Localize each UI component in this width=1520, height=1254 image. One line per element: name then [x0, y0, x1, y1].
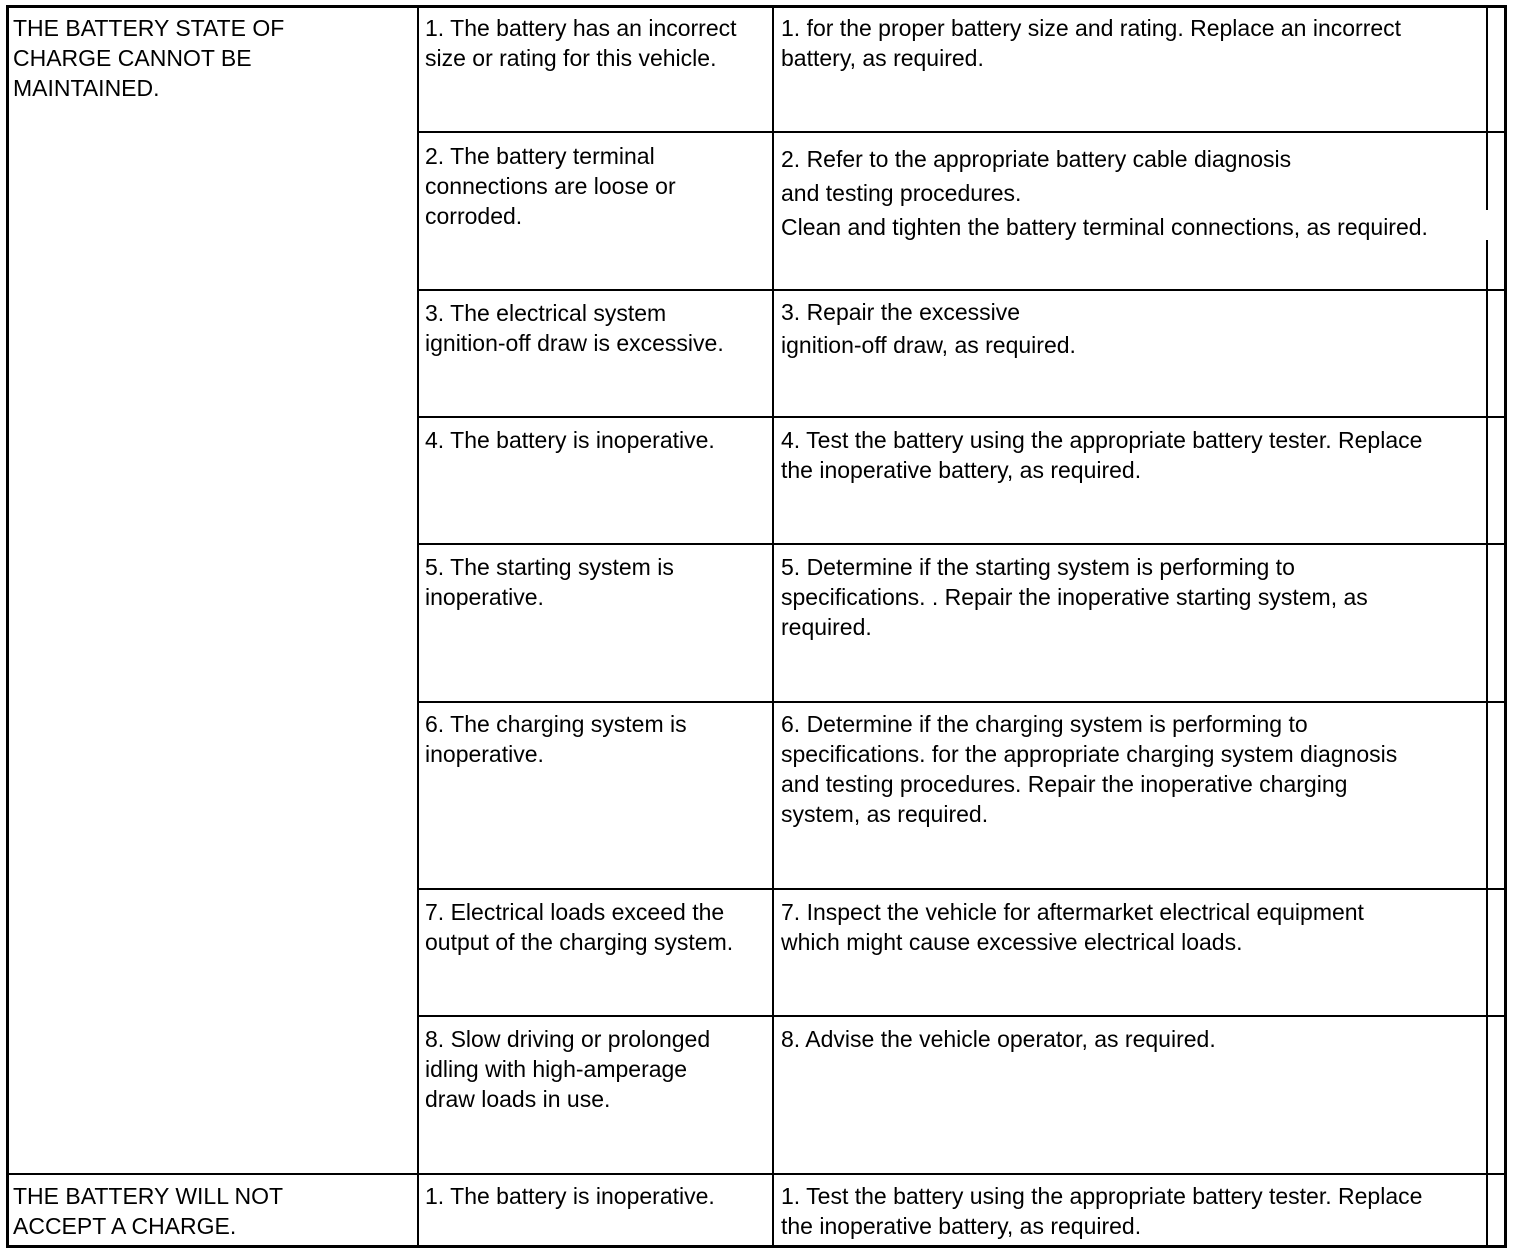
row-divider [417, 289, 1507, 291]
row-divider [417, 416, 1507, 418]
cause-cell: 4. The battery is inoperative. [425, 427, 715, 453]
row-divider [417, 701, 1507, 703]
cause-cell: 1. The battery has an incorrect size or rating for this vehicle. [425, 15, 737, 71]
cause-cell: 1. The battery is inoperative. [425, 1183, 715, 1209]
cause-cell: 5. The starting system is inoperative. [425, 554, 674, 610]
symptom-divider [6, 1173, 1507, 1175]
row-divider [417, 1015, 1507, 1017]
cause-cell: 3. The electrical system ignition-off draw is excessive. [425, 300, 724, 356]
remedy-cell: 8. Advise the vehicle operator, as required. [781, 1026, 1216, 1052]
cause-cell: 8. Slow driving or prolonged idling with high-amperage draw loads in use. [425, 1026, 711, 1112]
symptom-cell: THE BATTERY WILL NOT ACCEPT A CHARGE. [13, 1183, 284, 1239]
column-divider-symptom [417, 5, 419, 1248]
table-border-bottom [6, 1245, 1507, 1248]
table-border-right [1504, 5, 1507, 1248]
remedy-cell: 5. Determine if the starting system is performing to specifications. . Repair the inoperative starting system, as required. [781, 554, 1368, 640]
cause-cell: 2. The battery terminal connections are loose or corroded. [425, 143, 676, 229]
row-divider [417, 888, 1507, 890]
remedy-cell: 2. Refer to the appropriate battery cable diagnosis and testing procedures. Clean and tighten the battery terminal connections, as required. [781, 146, 1428, 240]
symptom-cell: THE BATTERY STATE OF CHARGE CANNOT BE MAINTAINED. [13, 15, 285, 101]
remedy-cell: 4. Test the battery using the appropriate battery tester. Replace the inoperative battery, as required. [781, 427, 1423, 483]
cause-cell: 6. The charging system is inoperative. [425, 711, 687, 767]
cause-cell: 7. Electrical loads exceed the output of the charging system. [425, 899, 734, 955]
row-divider [417, 131, 1507, 133]
table-border-top [6, 5, 1507, 8]
remedy-cell: 7. Inspect the vehicle for aftermarket electrical equipment which might cause excessive electrical loads. [781, 899, 1364, 955]
table-border-left [6, 5, 9, 1248]
row-divider [417, 543, 1507, 545]
remedy-cell: 1. for the proper battery size and rating. Replace an incorrect battery, as required. [781, 15, 1402, 71]
remedy-cell: 1. Test the battery using the appropriate battery tester. Replace the inoperative battery, as required. [781, 1183, 1423, 1239]
column-divider-cause [772, 5, 774, 1248]
remedy-cell: 6. Determine if the charging system is performing to specifications. for the appropriate charging system diagnosis and testing procedures. Repair the inoperative charging system, as required. [781, 711, 1398, 827]
remedy-cell: 3. Repair the excessive ignition-off draw, as required. [781, 299, 1076, 358]
